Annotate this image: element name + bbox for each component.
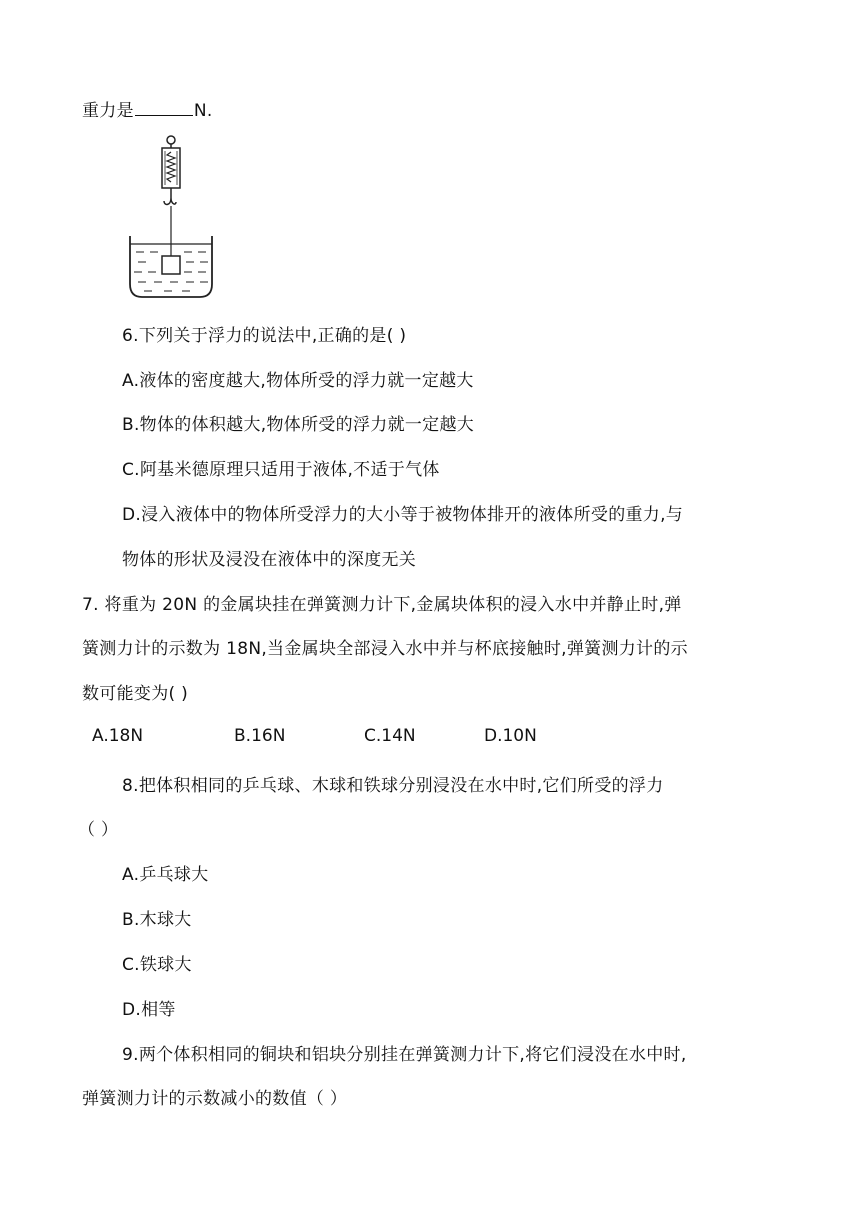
- q8-stem-continued: （ ）: [78, 820, 119, 840]
- q6-option-d-continued: 物体的形状及浸没在液体中的深度无关: [122, 550, 417, 570]
- spring-scale-figure: [124, 132, 214, 302]
- answer-blank: [135, 101, 193, 116]
- prev-question-line: [82, 96, 213, 121]
- q8-option-a: A.乒乓球大: [122, 865, 209, 885]
- q8-stem: 8.把体积相同的乒乓球、木球和铁球分别浸没在水中时,它们所受的浮力: [122, 776, 664, 796]
- q7-stem-line-2: 簧测力计的示数为 18N,当金属块全部浸入水中并与杯底接触时,弹簧测力计的示: [82, 639, 688, 659]
- q6-option-a: A.液体的密度越大,物体所受的浮力就一定越大: [122, 371, 474, 391]
- q7-stem-line-1: 7. 将重为 20N 的金属块挂在弹簧测力计下,金属块体积的浸入水中并静止时,弹: [82, 595, 682, 615]
- q6-option-d: D.浸入液体中的物体所受浮力的大小等于被物体排开的液体所受的重力,与: [122, 505, 684, 525]
- q6-option-c: C.阿基米德原理只适用于液体,不适于气体: [122, 460, 440, 480]
- q8-option-d: D.相等: [122, 1000, 176, 1020]
- q6-stem: 6.下列关于浮力的说法中,正确的是( ): [122, 326, 407, 346]
- q8-option-b: B.木球大: [122, 910, 192, 930]
- q9-stem: 9.两个体积相同的铜块和铝块分别挂在弹簧测力计下,将它们浸没在水中时,: [122, 1045, 687, 1065]
- q7-option-b: B.16N: [234, 726, 286, 746]
- q7-option-a: A.18N: [92, 726, 144, 746]
- q7-option-d: D.10N: [484, 726, 537, 746]
- prev-question-unit: N.: [193, 101, 213, 121]
- q9-stem-continued: 弹簧测力计的示数减小的数值（ ）: [82, 1089, 348, 1109]
- q7-option-c: C.14N: [364, 726, 416, 746]
- q6-option-b: B.物体的体积越大,物体所受的浮力就一定越大: [122, 415, 475, 435]
- q8-option-c: C.铁球大: [122, 955, 192, 975]
- q7-stem-line-3: 数可能变为( ): [82, 684, 189, 704]
- prev-question-text: 重力是: [82, 101, 134, 121]
